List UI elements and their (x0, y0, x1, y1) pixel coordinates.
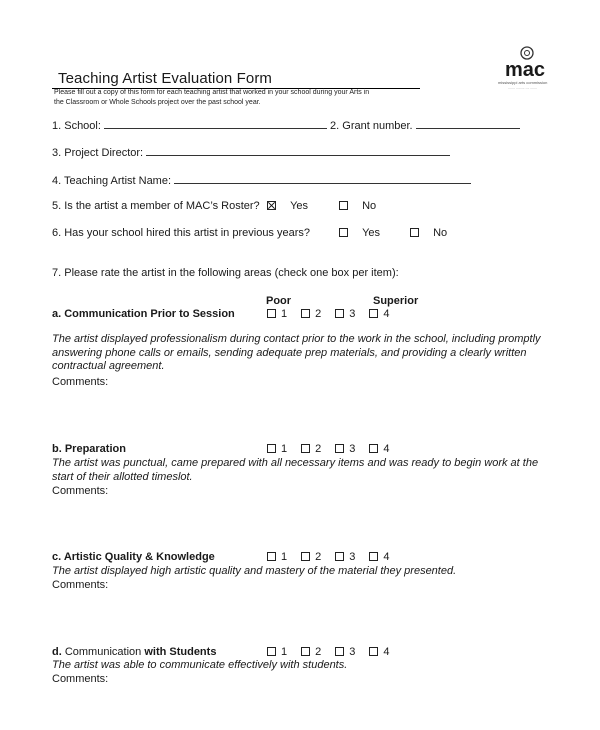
rating-checkbox[interactable] (301, 552, 310, 561)
rating-label: 3 (349, 646, 356, 658)
page-title: Teaching Artist Evaluation Form (58, 70, 273, 87)
mac-logo-mark (496, 42, 558, 92)
section-b-heading: b. Preparation (52, 443, 126, 455)
rating-label: 3 (349, 308, 356, 320)
rating-checkbox[interactable] (335, 552, 344, 561)
rating-option[interactable] (369, 551, 389, 563)
section-d-heading-letter: d. (52, 646, 62, 658)
question-school-row (52, 119, 520, 132)
rating-option[interactable] (301, 443, 321, 455)
rating-option[interactable] (335, 308, 355, 320)
rating-checkbox[interactable] (369, 647, 378, 656)
rating-label: 4 (383, 646, 390, 658)
section-c-comments-label: Comments: (52, 579, 109, 591)
rating-option[interactable] (369, 308, 389, 320)
section-b-rating (267, 443, 404, 455)
roster-no-checkbox[interactable] (339, 201, 348, 210)
title-underline (52, 70, 420, 89)
rating-option[interactable] (335, 646, 355, 658)
rating-checkbox[interactable] (301, 309, 310, 318)
hired-yes-checkbox[interactable] (339, 228, 348, 237)
mac-logo (496, 42, 558, 92)
section-d-heading-bold: with Students (144, 646, 217, 658)
section-d-comments-label: Comments: (52, 673, 109, 685)
hired-yes-label: Yes (362, 227, 381, 239)
section-d-heading-plain: Communication (61, 646, 145, 658)
rating-checkbox[interactable] (369, 552, 378, 561)
rating-option[interactable] (267, 646, 287, 658)
question-hired-label: 6. Has your school hired this artist in previous years? (52, 227, 311, 239)
rating-checkbox[interactable] (335, 444, 344, 453)
logo-text: mac (505, 59, 546, 81)
intro-line-2: the Classroom or Whole Schools project over the past school year. (54, 99, 261, 106)
question-project-director-row (52, 146, 450, 159)
section-a-rating (267, 308, 404, 320)
rating-label: 1 (281, 443, 288, 455)
rating-option[interactable] (267, 308, 287, 320)
rating-label: 2 (315, 551, 322, 563)
grant-number-field[interactable] (416, 119, 520, 129)
hired-no-label: No (433, 227, 448, 239)
school-label: 1. School: (52, 120, 101, 132)
rating-label: 2 (315, 308, 322, 320)
section-a-heading: a. Communication Prior to Session (52, 308, 235, 320)
logo-subtext-2: ....... ......... .... ....... (508, 86, 538, 90)
roster-yes-checkbox[interactable] (267, 201, 276, 210)
artist-name-field[interactable] (174, 174, 471, 184)
grant-number-label: 2. Grant number. (330, 120, 413, 132)
section-d-rating (267, 646, 404, 658)
section-c-description: The artist displayed high artistic quality and mastery of the material they presented. (52, 565, 457, 577)
rating-label: 3 (349, 443, 356, 455)
section-c-heading: c. Artistic Quality & Knowledge (52, 551, 215, 563)
roster-no-label: No (362, 200, 377, 212)
section-d-heading (52, 646, 216, 658)
scale-poor-label: Poor (266, 295, 292, 307)
section-a-comments-label: Comments: (52, 376, 109, 388)
roster-yes-option[interactable] (267, 200, 308, 212)
question-rate-label: 7. Please rate the artist in the following areas (check one box per item): (52, 267, 399, 279)
rating-label: 4 (383, 551, 390, 563)
roster-yes-label: Yes (290, 200, 309, 212)
rating-checkbox[interactable] (267, 444, 276, 453)
rating-option[interactable] (267, 443, 287, 455)
rating-checkbox[interactable] (369, 444, 378, 453)
rating-label: 1 (281, 308, 288, 320)
rating-option[interactable] (267, 551, 287, 563)
rating-label: 4 (383, 308, 390, 320)
question-artist-name-row (52, 174, 471, 187)
roster-no-option[interactable] (339, 200, 376, 212)
section-d-description: The artist was able to communicate effectively with students. (52, 659, 348, 671)
hired-yes-option[interactable] (339, 227, 380, 239)
logo-subtext-1: mississippi arts commission (498, 80, 548, 85)
section-b-description: The artist was punctual, came prepared with all necessary items and was ready to begin work at the start of their allotted timeslot. (52, 457, 539, 483)
rating-checkbox[interactable] (301, 444, 310, 453)
hired-no-checkbox[interactable] (410, 228, 419, 237)
section-b-comments-label: Comments: (52, 485, 109, 497)
rating-label: 1 (281, 646, 288, 658)
rating-option[interactable] (301, 308, 321, 320)
scale-superior-label: Superior (373, 295, 419, 307)
rating-checkbox[interactable] (267, 647, 276, 656)
section-a-description: The artist displayed professionalism during contact prior to the work in the school, including promptly answering phone calls or emails, sending adequate prep materials, and providing a clearly written contractual agreement. (52, 333, 541, 372)
project-director-label: 3. Project Director: (52, 147, 144, 159)
intro-line-1: Please fill out a copy of this form for each teaching artist that worked in your school during your Arts in (54, 89, 370, 96)
school-field[interactable] (104, 119, 327, 129)
rating-option[interactable] (335, 443, 355, 455)
rating-checkbox[interactable] (369, 309, 378, 318)
section-c-rating (267, 551, 404, 563)
hired-no-option[interactable] (410, 227, 447, 239)
rating-label: 2 (315, 646, 322, 658)
rating-option[interactable] (301, 646, 321, 658)
rating-label: 3 (349, 551, 356, 563)
rating-option[interactable] (369, 443, 389, 455)
rating-label: 2 (315, 443, 322, 455)
rating-label: 4 (383, 443, 390, 455)
rating-checkbox[interactable] (335, 309, 344, 318)
rating-option[interactable] (301, 551, 321, 563)
artist-name-label: 4. Teaching Artist Name: (52, 175, 172, 187)
project-director-field[interactable] (146, 146, 450, 156)
rating-checkbox[interactable] (267, 552, 276, 561)
rating-checkbox[interactable] (301, 647, 310, 656)
rating-checkbox[interactable] (267, 309, 276, 318)
question-roster-label: 5. Is the artist a member of MAC’s Roster? (52, 200, 260, 212)
rating-label: 1 (281, 551, 288, 563)
rating-checkbox[interactable] (335, 647, 344, 656)
rating-option[interactable] (369, 646, 389, 658)
rating-option[interactable] (335, 551, 355, 563)
